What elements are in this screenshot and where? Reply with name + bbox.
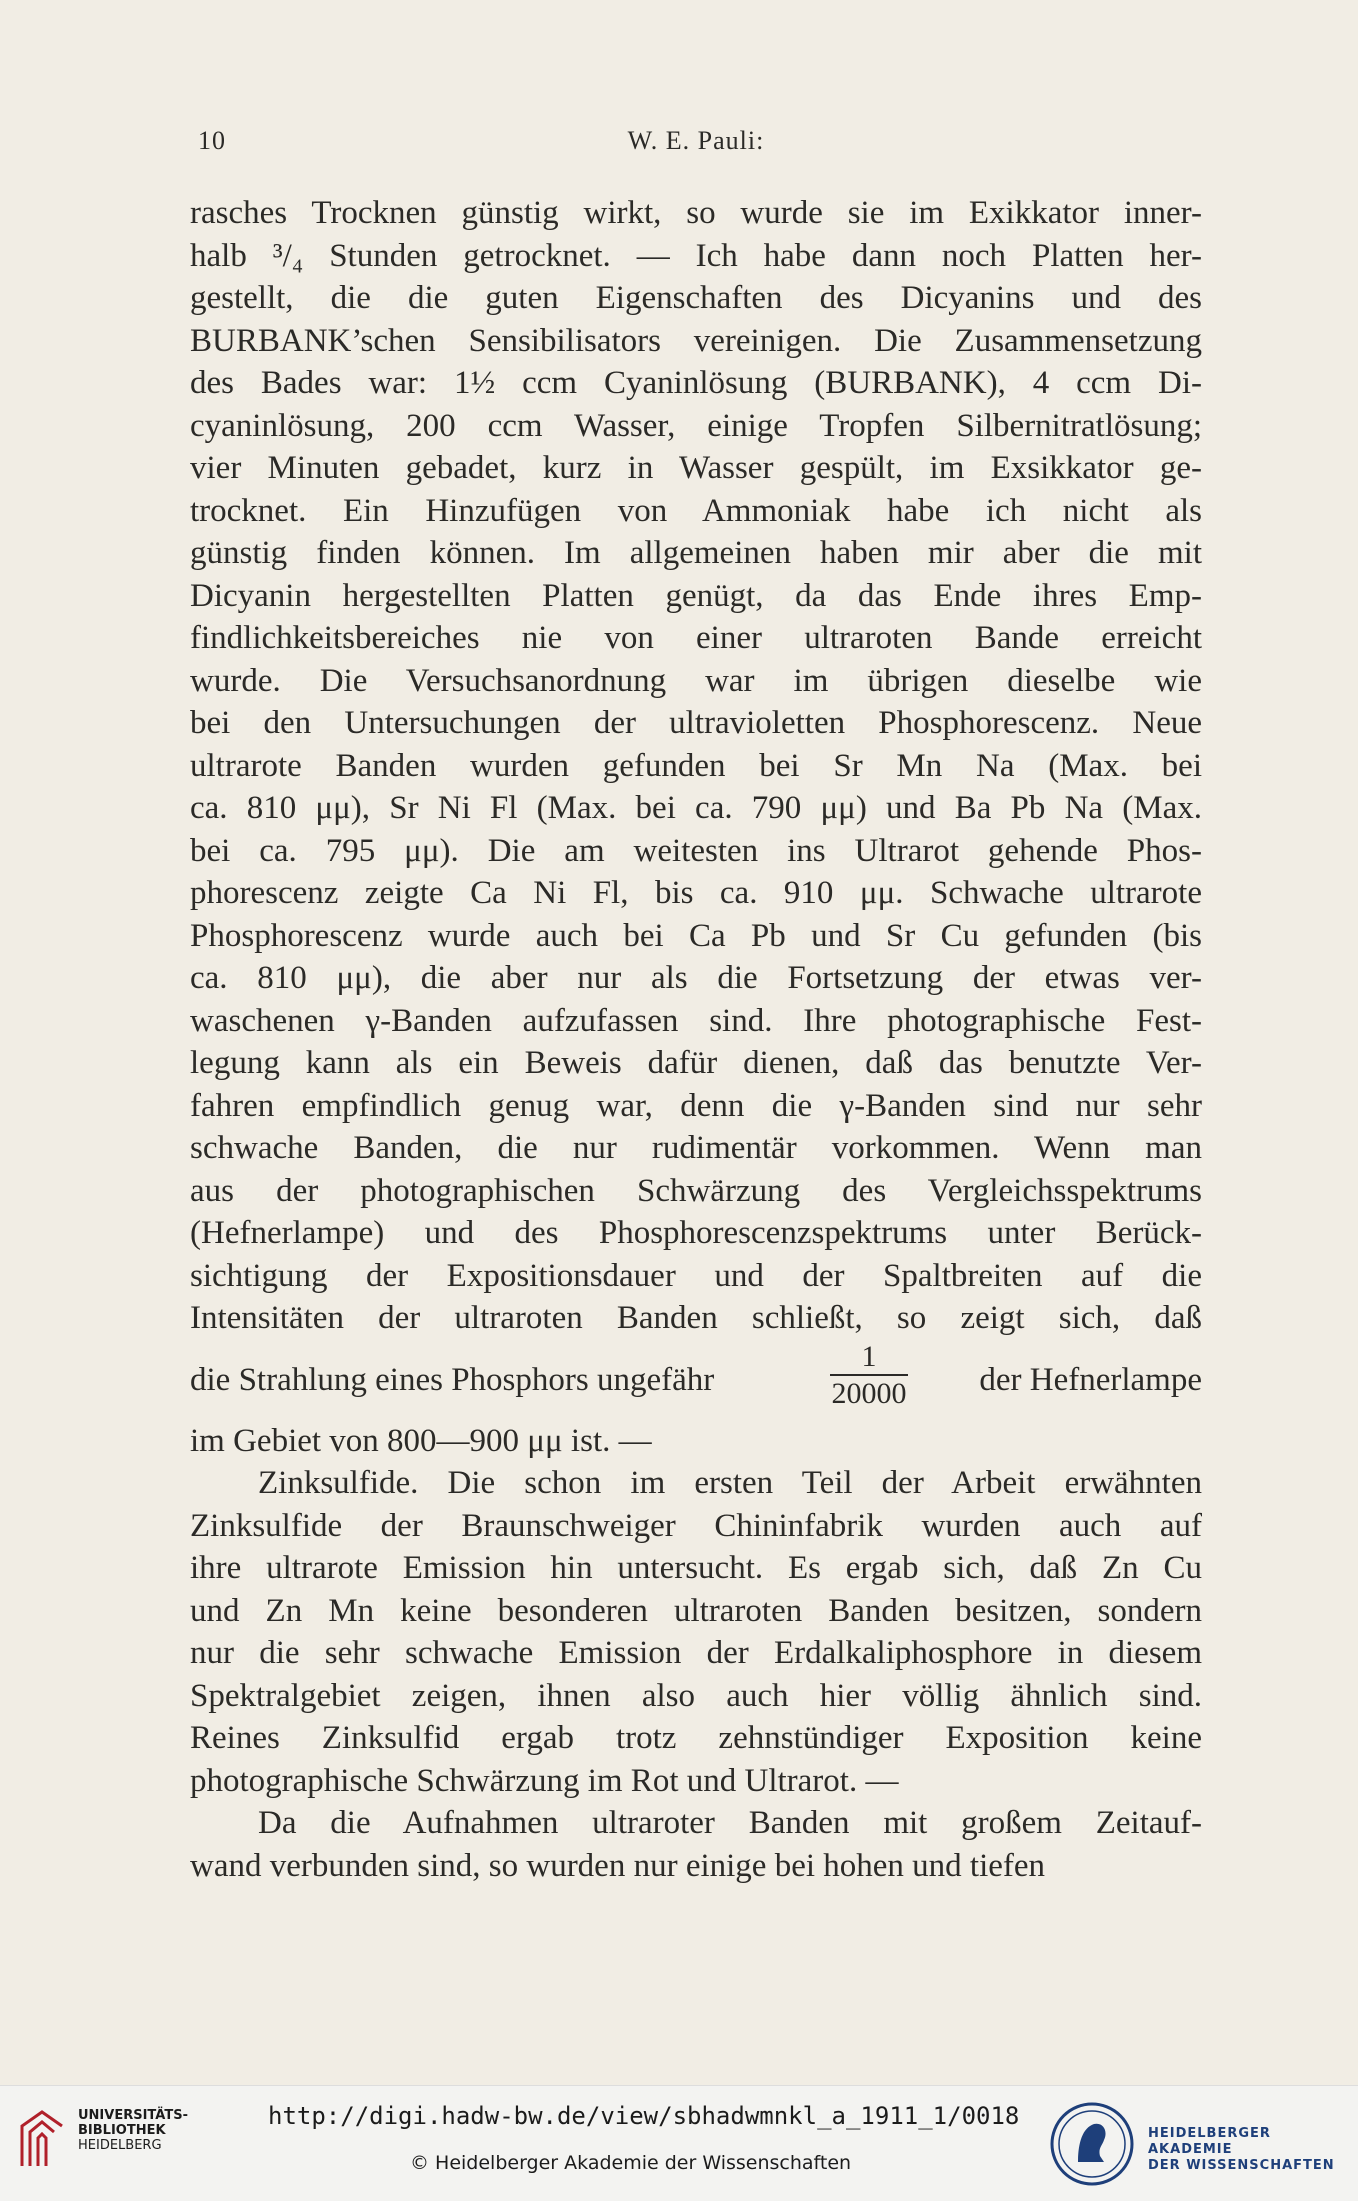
text-line: ihre ultrarote Emission hin untersucht. Es ergab sich, daß Zn Cu bbox=[190, 1550, 1202, 1586]
text-line: vier Minuten gebadet, kurz in Wasser gespült, im Exsikkator ge- bbox=[190, 450, 1202, 486]
text-line: im Gebiet von 800—900 μμ ist. — bbox=[190, 1422, 652, 1459]
text-line: Reines Zinksulfid ergab trotz zehnstündiger Exposition keine bbox=[190, 1720, 1202, 1756]
text-line: Dicyanin hergestellten Platten genügt, da das Ende ihres Emp- bbox=[190, 577, 1202, 614]
text-line: photographische Schwärzung im Rot und Ultrarot. — bbox=[190, 1762, 899, 1799]
text-line: ca. 810 μμ), Sr Ni Fl (Max. bei ca. 790 μμ) und Ba Pb Na (Max. bbox=[190, 790, 1202, 826]
text-line: rasches Trocknen günstig wirkt, so wurde sie im Exikkator inner- bbox=[190, 195, 1202, 231]
text-line: nur die sehr schwache Emission der Erdalkaliphosphore in diesem bbox=[190, 1635, 1202, 1671]
academy-seal-icon[interactable] bbox=[1048, 2100, 1136, 2188]
text-line: waschenen γ-Banden aufzufassen sind. Ihre photographische Fest- bbox=[190, 1002, 1202, 1039]
fraction-numerator: 1 bbox=[830, 1340, 908, 1376]
page-header bbox=[190, 126, 1202, 166]
text-line: günstig finden können. Im allgemeinen haben mir aber die mit bbox=[190, 535, 1202, 571]
ub-line-3: HEIDELBERG bbox=[78, 2138, 162, 2153]
footer-bar bbox=[0, 2085, 1358, 2201]
text-line: wand verbunden sind, so wurden nur einige bei hohen und tiefen bbox=[190, 1847, 1046, 1884]
text-line: findlichkeitsbereiches nie von einer ultraroten Bande erreicht bbox=[190, 620, 1202, 656]
text-line: sichtigung der Expositionsdauer und der Spaltbreiten auf die bbox=[190, 1257, 1202, 1294]
ub-line-2: BIBLIOTHEK bbox=[78, 2123, 166, 2138]
text-line: BURBANK’schen Sensibilisators vereinigen. Die Zusammensetzung bbox=[190, 322, 1202, 359]
text-line: des Bades war: 1½ ccm Cyaninlösung (BURBANK), 4 ccm Di- bbox=[190, 365, 1202, 401]
text-line: ca. 810 μμ), die aber nur als die Fortsetzung der etwas ver- bbox=[190, 960, 1202, 996]
fraction-line-right: der Hefnerlampe bbox=[979, 1361, 1202, 1398]
page-number: 10 bbox=[198, 126, 226, 155]
academy-line-2: DER WISSENSCHAFTEN bbox=[1148, 2158, 1335, 2173]
text-line: Phosphorescenz wurde auch bei Ca Pb und Sr Cu gefunden (bis bbox=[190, 917, 1202, 954]
university-library-logo-icon[interactable] bbox=[14, 2106, 74, 2176]
text-line: legung kann als ein Beweis dafür dienen, daß das benutzte Ver- bbox=[190, 1045, 1202, 1081]
text-line: halb ³/₄ Stunden getrocknet. — Ich habe dann noch Platten her- bbox=[190, 237, 1202, 274]
text-line: schwache Banden, die nur rudimentär vorkommen. Wenn man bbox=[190, 1130, 1202, 1166]
text-line: cyaninlösung, 200 ccm Wasser, einige Tropfen Silbernitratlösung; bbox=[190, 407, 1202, 444]
text-line: phorescenz zeigte Ca Ni Fl, bis ca. 910 μμ. Schwache ultrarote bbox=[190, 875, 1202, 911]
copyright-notice: © Heidelberger Akademie der Wissenschaften bbox=[410, 2152, 852, 2174]
permalink-url[interactable]: http://digi.hadw-bw.de/view/sbhadwmnkl_a_1911_1/0018 bbox=[268, 2102, 1020, 2130]
text-line: wurde. Die Versuchsanordnung war im übrigen dieselbe wie bbox=[190, 662, 1202, 699]
text-line: gestellt, die die guten Eigenschaften des Dicyanins und des bbox=[190, 280, 1202, 316]
text-line: fahren empfindlich genug war, denn die γ-Banden sind nur sehr bbox=[190, 1087, 1202, 1124]
fraction-line-left: die Strahlung eines Phosphors ungefähr bbox=[190, 1361, 715, 1398]
fraction-line bbox=[190, 1340, 1202, 1420]
text-line: trocknet. Ein Hinzufügen von Ammoniak habe ich nicht als bbox=[190, 492, 1202, 529]
text-line: bei den Untersuchungen der ultravioletten Phosphorescenz. Neue bbox=[190, 705, 1202, 741]
fraction-denominator: 20000 bbox=[831, 1376, 907, 1410]
text-line: Zinksulfide der Braunschweiger Chininfabrik wurden auch auf bbox=[190, 1507, 1202, 1544]
text-line: Zinksulfide. Die schon im ersten Teil der Arbeit erwähnten bbox=[258, 1465, 1202, 1501]
text-line: bei ca. 795 μμ). Die am weitesten ins Ultrarot gehende Phos- bbox=[190, 832, 1202, 869]
text-line: aus der photographischen Schwärzung des Vergleichsspektrums bbox=[190, 1172, 1202, 1209]
university-library-name bbox=[78, 2108, 188, 2153]
text-line: (Hefnerlampe) und des Phosphorescenzspektrums unter Berück- bbox=[190, 1215, 1202, 1251]
text-line: ultrarote Banden wurden gefunden bei Sr Mn Na (Max. bei bbox=[190, 747, 1202, 784]
academy-name bbox=[1148, 2126, 1358, 2174]
paragraph-top bbox=[190, 192, 1202, 1340]
text-line: Da die Aufnahmen ultraroter Banden mit großem Zeitauf- bbox=[258, 1805, 1202, 1841]
body-text bbox=[190, 192, 1202, 1887]
text-line: Intensitäten der ultraroten Banden schließt, so zeigt sich, daß bbox=[190, 1300, 1202, 1336]
ub-line-1: UNIVERSITÄTS- bbox=[78, 2108, 188, 2123]
fraction bbox=[830, 1340, 908, 1412]
text-line: Spektralgebiet zeigen, ihnen also auch hier völlig ähnlich sind. bbox=[190, 1677, 1202, 1714]
paragraph-bottom bbox=[190, 1462, 1202, 1887]
running-head: W. E. Pauli: bbox=[627, 126, 765, 155]
text-line: und Zn Mn keine besonderen ultraroten Banden besitzen, sondern bbox=[190, 1592, 1202, 1629]
academy-line-1: HEIDELBERGER AKADEMIE bbox=[1148, 2126, 1271, 2157]
